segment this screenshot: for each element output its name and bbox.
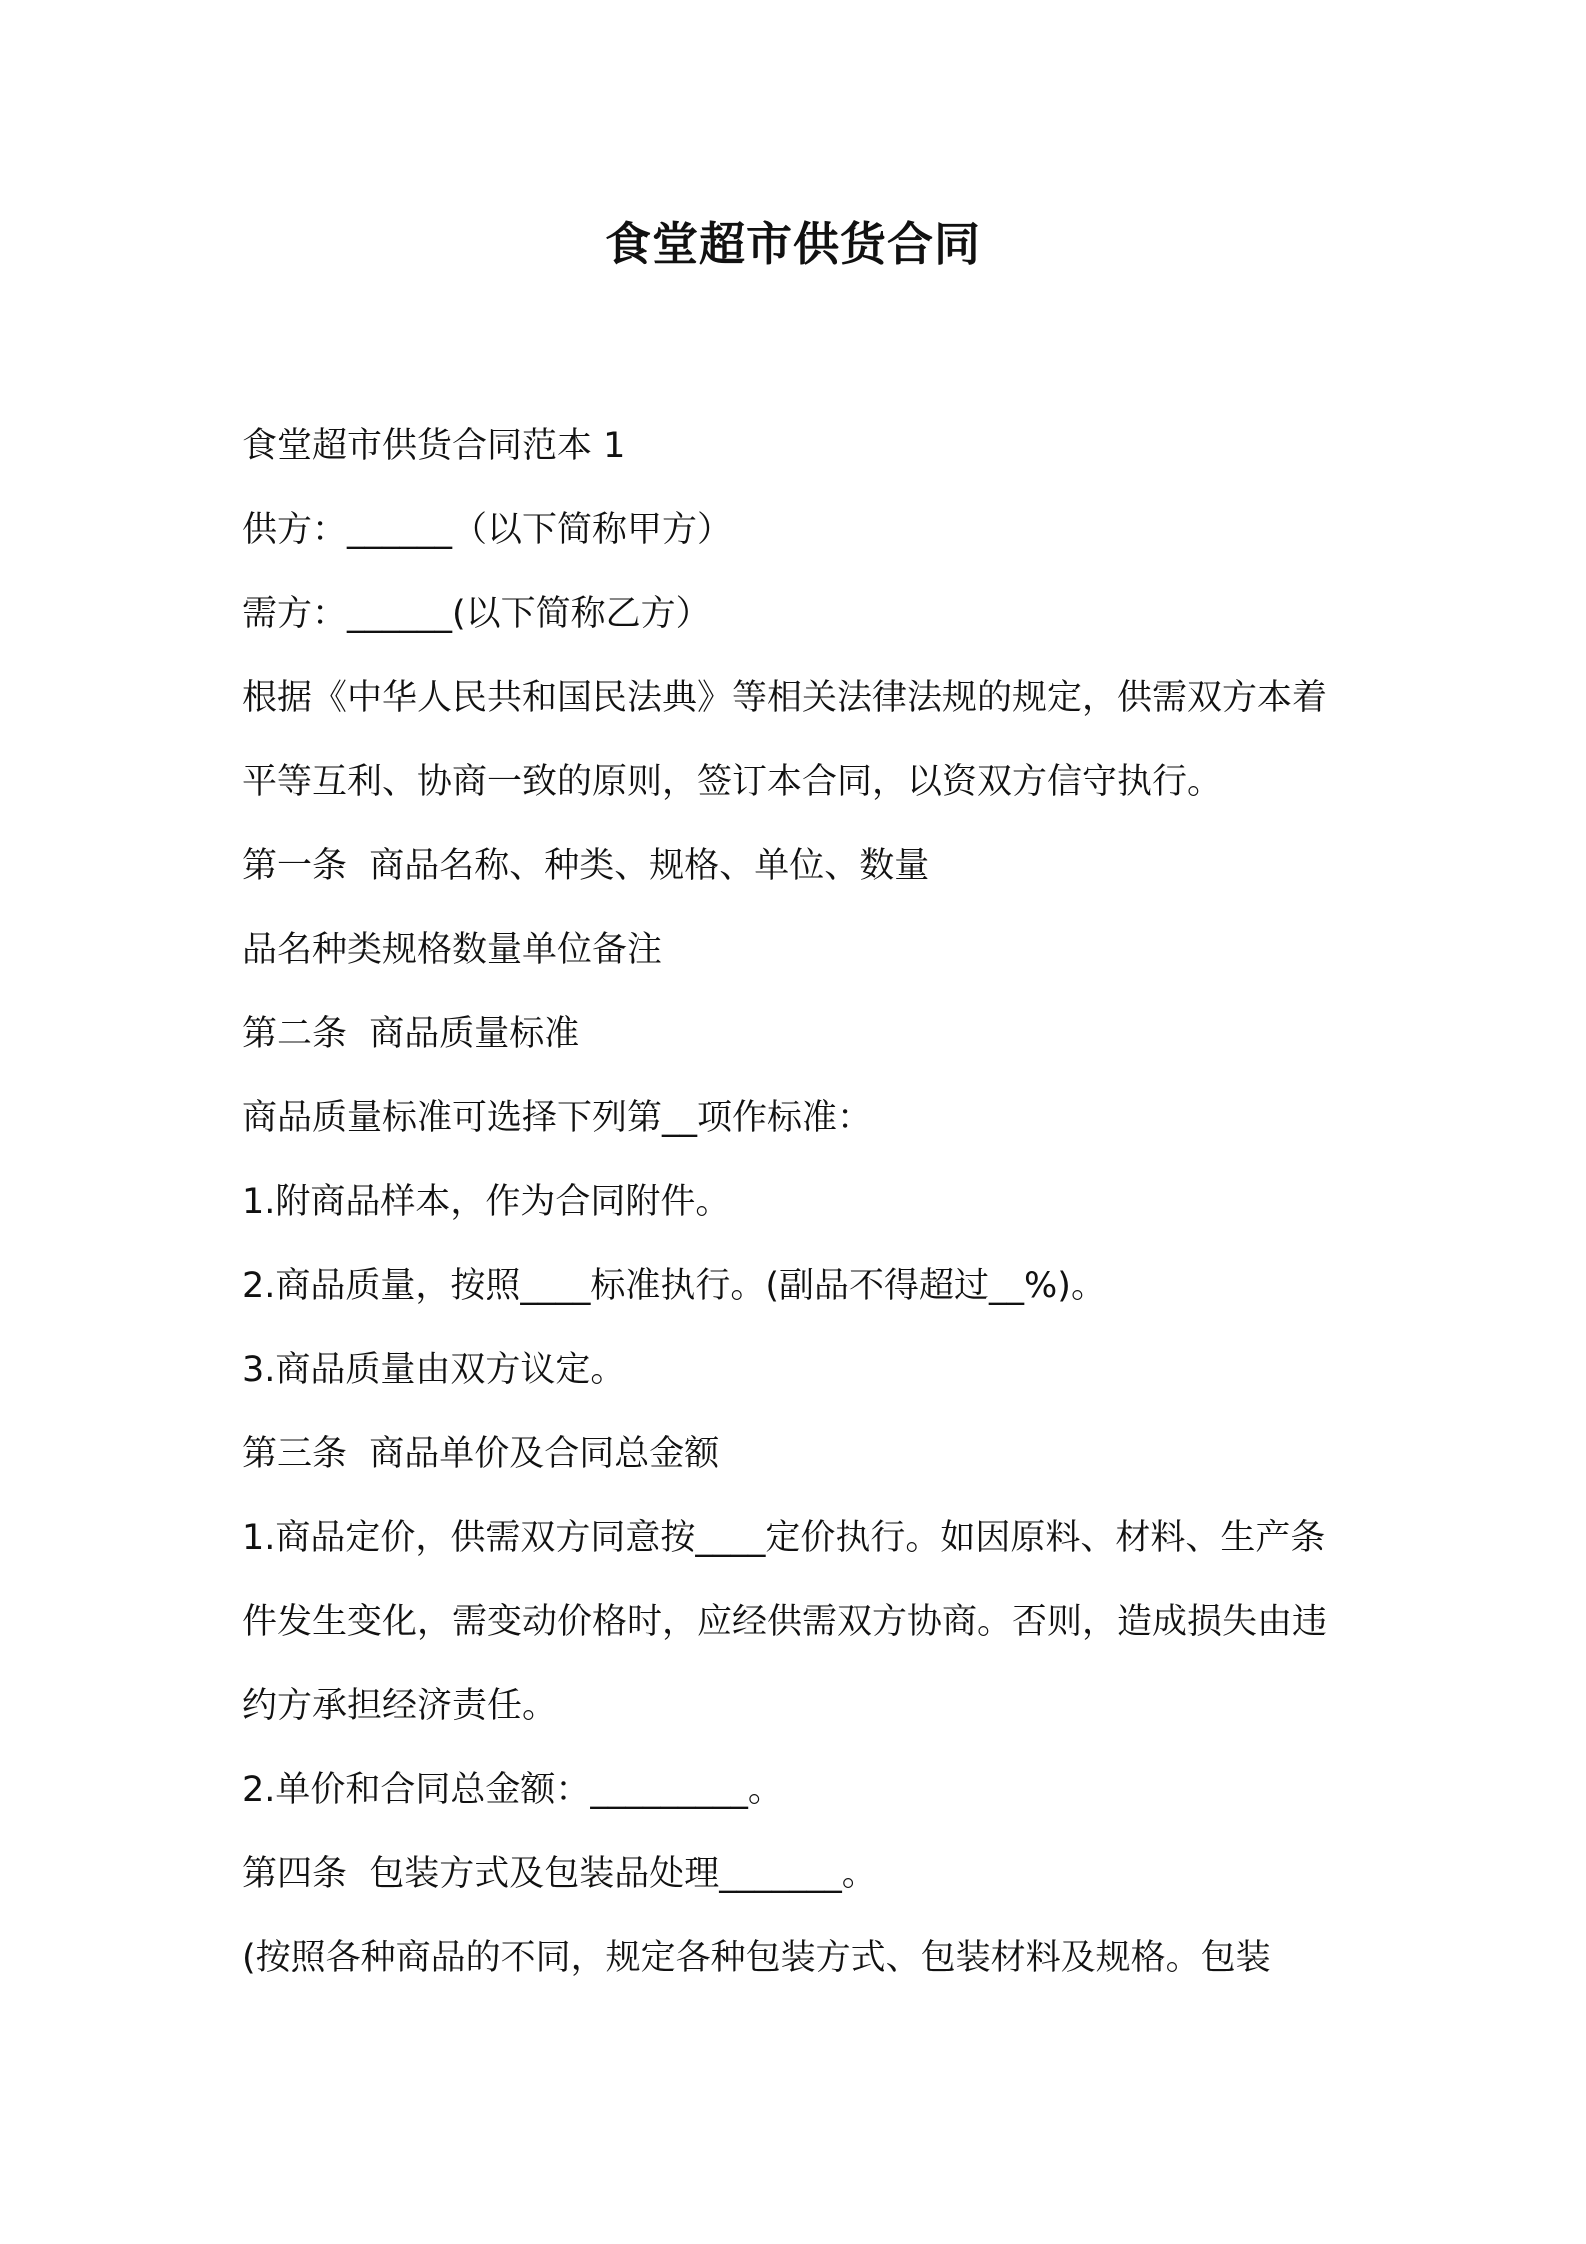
packaging-paragraph: (按照各种商品的不同，规定各种包装方式、包装材料及规格。包装 bbox=[242, 1938, 1271, 1978]
buyer-line: 需方：______(以下简称乙方） bbox=[242, 594, 711, 634]
article-2-heading: 第二条 商品质量标准 bbox=[242, 1014, 580, 1054]
article-3-heading: 第三条 商品单价及合同总金额 bbox=[242, 1434, 720, 1474]
quality-option-3: 3.商品质量由双方议定。 bbox=[242, 1350, 626, 1390]
goods-table-header: 品名种类规格数量单位备注 bbox=[242, 930, 663, 970]
supplier-line: 供方：______（以下简称甲方） bbox=[242, 510, 733, 550]
document-body bbox=[242, 404, 1357, 2000]
article-4-heading: 第四条 包装方式及包装品处理_______。 bbox=[242, 1854, 877, 1894]
article-1-heading: 第一条 商品名称、种类、规格、单位、数量 bbox=[242, 846, 930, 886]
pricing-clause-2: 2.单价和合同总金额：_________。 bbox=[242, 1770, 783, 1810]
quality-option-2: 2.商品质量，按照____标准执行。(副品不得超过__%)。 bbox=[242, 1266, 1106, 1306]
preamble-paragraph: 根据《中华人民共和国民法典》等相关法律法规的规定，供需双方本着平等互利、协商一致的原则，签订本合同，以资双方信守执行。 bbox=[242, 678, 1328, 802]
template-heading: 食堂超市供货合同范本 1 bbox=[242, 426, 626, 466]
quality-standard-intro: 商品质量标准可选择下列第__项作标准： bbox=[242, 1098, 873, 1138]
document-title: 食堂超市供货合同 bbox=[605, 217, 981, 271]
pricing-clause-1: 1.商品定价，供需双方同意按____定价执行。如因原料、材料、生产条件发生变化，需变动价格时，应经供需双方协商。否则，造成损失由违约方承担经济责任。 bbox=[242, 1518, 1328, 1726]
quality-option-1: 1.附商品样本，作为合同附件。 bbox=[242, 1182, 731, 1222]
